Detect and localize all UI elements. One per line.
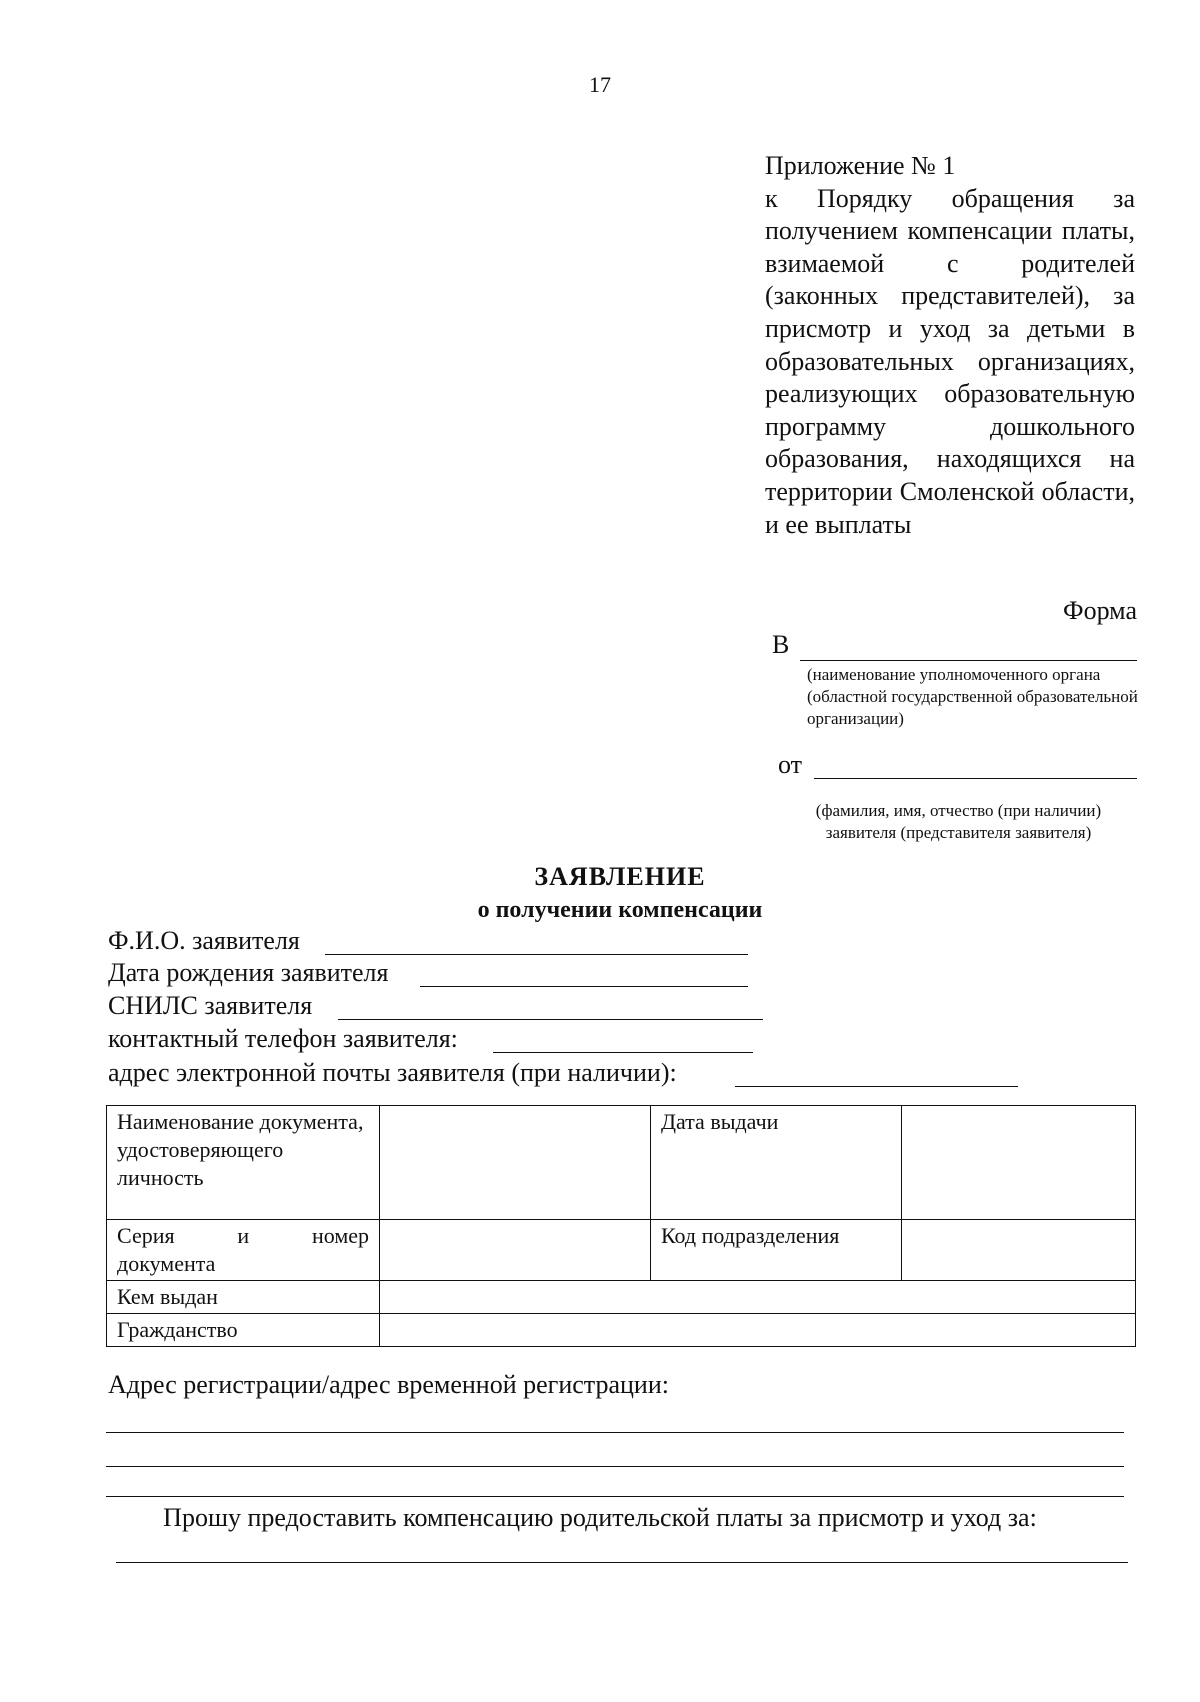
birth-date-underline xyxy=(420,986,748,987)
fio-underline xyxy=(325,954,748,955)
series-word: Серия xyxy=(117,1223,175,1248)
table-row xyxy=(107,1220,1136,1281)
issue-date-label: Дата выдачи xyxy=(650,1106,901,1220)
birth-date-label: Дата рождения заявителя xyxy=(108,958,389,987)
issue-date-value-cell[interactable] xyxy=(902,1106,1136,1220)
email-underline xyxy=(735,1086,1018,1087)
table-row xyxy=(107,1106,1136,1220)
series-number-label-cell xyxy=(107,1220,380,1281)
snils-field[interactable] xyxy=(108,991,763,1023)
birth-date-field[interactable] xyxy=(108,958,748,990)
identity-document-table xyxy=(106,1105,1136,1347)
sender-note: (фамилия, имя, отчество (при наличии) заявителя (представителя заявителя) xyxy=(815,801,1102,842)
recipient-note: (наименование уполномоченного органа (областной государственной образовательной организации) xyxy=(807,665,1138,728)
request-line[interactable] xyxy=(116,1562,1128,1563)
recipient-underline xyxy=(800,660,1137,661)
and-word: и xyxy=(237,1223,250,1248)
citizenship-label: Гражданство xyxy=(107,1314,380,1347)
issued-by-value-cell[interactable] xyxy=(380,1281,1136,1314)
phone-label: контактный телефон заявителя: xyxy=(108,1024,458,1053)
series-number-first-line xyxy=(117,1222,369,1250)
division-code-label: Код подразделения xyxy=(650,1220,901,1281)
phone-underline xyxy=(493,1052,753,1053)
appendix-block xyxy=(765,150,1135,541)
appendix-body: к Порядку обращения за получением компенсации платы, взимаемой с родителей (законных представителей), за присмотр и уход за детьми в образовательных организациях, реализующих образовательную программу дошкольного образования, находящихся на территории Смоленской области, и ее выплаты xyxy=(765,183,1135,539)
request-text: Прошу предоставить компенсацию родительской платы за присмотр и уход за: xyxy=(163,1503,1037,1532)
sender-underline xyxy=(814,778,1137,779)
citizenship-value-cell[interactable] xyxy=(380,1314,1136,1347)
division-code-value-cell[interactable] xyxy=(902,1220,1136,1281)
fio-label: Ф.И.О. заявителя xyxy=(108,926,300,955)
number-word: номер xyxy=(312,1223,370,1248)
table-row xyxy=(107,1281,1136,1314)
address-line-2[interactable] xyxy=(106,1466,1124,1467)
sender-prefix: от xyxy=(778,750,803,779)
page-number: 17 xyxy=(589,72,611,97)
fio-field[interactable] xyxy=(108,926,748,958)
email-field[interactable] xyxy=(108,1058,1018,1090)
table-row xyxy=(107,1314,1136,1347)
document-subtitle: о получении компенсации xyxy=(477,897,763,923)
appendix-title: Приложение № 1 xyxy=(765,151,956,180)
email-label: адрес электронной почты заявителя (при наличии): xyxy=(108,1058,677,1087)
address-line-1[interactable] xyxy=(106,1432,1124,1433)
address-label: Адрес регистрации/адрес временной регистрации: xyxy=(108,1370,669,1399)
document-word: документа xyxy=(117,1251,216,1276)
doc-name-label: Наименование документа, удостоверяющего личность xyxy=(107,1106,380,1220)
issued-by-label: Кем выдан xyxy=(107,1281,380,1314)
phone-field[interactable] xyxy=(108,1024,753,1056)
series-number-value-cell[interactable] xyxy=(380,1220,651,1281)
snils-underline xyxy=(338,1019,763,1020)
recipient-prefix: В xyxy=(772,630,790,659)
form-label: Форма xyxy=(1063,596,1137,625)
address-line-3[interactable] xyxy=(106,1496,1124,1497)
snils-label: СНИЛС заявителя xyxy=(108,991,313,1020)
doc-name-value-cell[interactable] xyxy=(380,1106,651,1220)
document-title: ЗАЯВЛЕНИЕ xyxy=(534,862,706,891)
